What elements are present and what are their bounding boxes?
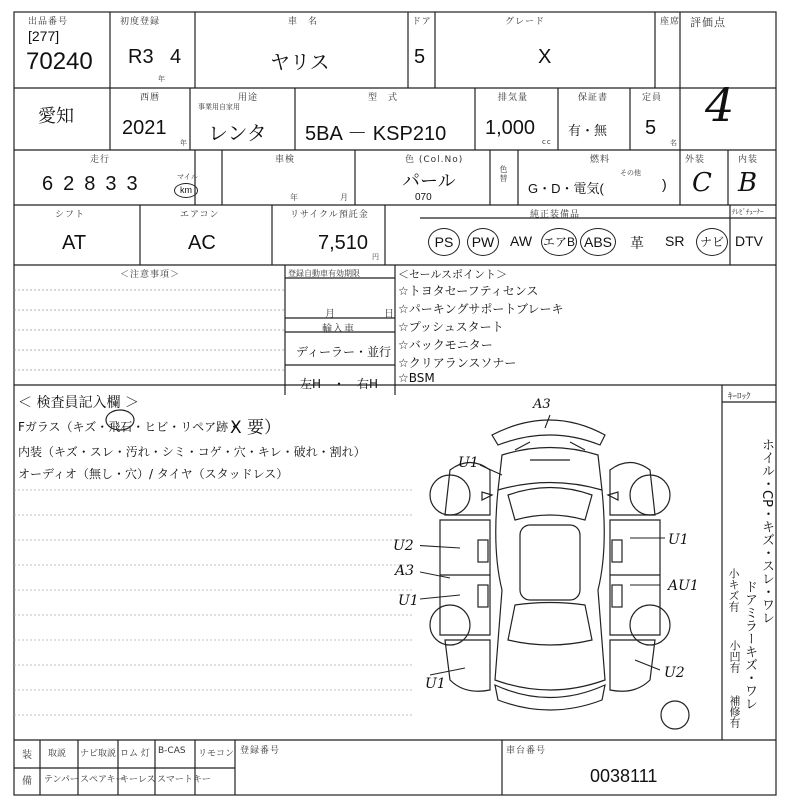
shift-label: シフト bbox=[55, 210, 86, 220]
footer-manual: 取説 bbox=[48, 749, 67, 759]
caution-lines bbox=[14, 280, 284, 380]
mile-label: マイル bbox=[177, 173, 198, 181]
import-dealer: ディーラー・並行 bbox=[296, 345, 392, 359]
equip-ps: PS bbox=[428, 228, 460, 256]
side-note-small-scratch: 小キズ有 bbox=[727, 568, 740, 612]
circle-mark-stone-chip bbox=[100, 405, 140, 435]
equip-side-label-2: 備 bbox=[22, 776, 33, 787]
side-note-repaired: 補修有 bbox=[728, 695, 741, 728]
displacement-label: 排気量 bbox=[498, 93, 529, 103]
interior-label: 内装 bbox=[738, 155, 759, 165]
recycle-unit: 円 bbox=[372, 253, 380, 261]
year-unit: 年 bbox=[180, 139, 188, 147]
equip-pw: PW bbox=[467, 228, 499, 256]
displacement: 1,000 bbox=[485, 117, 536, 139]
usage-note: 事業用自家用 bbox=[198, 103, 240, 111]
grade: X bbox=[538, 46, 552, 68]
mark-u1-front-left: U1 bbox=[458, 455, 479, 471]
mileage-label: 走行 bbox=[90, 155, 111, 165]
steering-side: 左H ・ 右H bbox=[300, 377, 379, 391]
registration-valid-month: 月 bbox=[325, 309, 336, 320]
car-name-label: 車 名 bbox=[288, 17, 319, 27]
exterior-label: 外装 bbox=[685, 155, 706, 165]
ac-label: エアコン bbox=[180, 210, 220, 220]
side-note-small-dent: 小凹有 bbox=[728, 640, 741, 673]
audio-tire-line: オーディオ（無し・穴）/ タイヤ（スタッドレス） bbox=[18, 467, 289, 481]
equip-sr: SR bbox=[665, 233, 685, 249]
car-diagram bbox=[420, 400, 690, 735]
footer-bcas: B-CAS bbox=[158, 746, 186, 756]
key-lock-label: ｷｰﾛｯｸ bbox=[728, 392, 751, 402]
color-label: 色 (Col.No) bbox=[405, 155, 464, 165]
first-registration-era: R3 bbox=[128, 46, 154, 68]
footer-keyless: キーレス bbox=[120, 775, 156, 785]
tv-label: ﾃﾚﾋﾞﾁｭｰﾅｰ bbox=[732, 208, 764, 216]
capacity-unit: 名 bbox=[670, 139, 678, 147]
equip-abs: ABS bbox=[580, 228, 616, 256]
exterior-grade: C bbox=[692, 168, 712, 198]
chassis-number-label: 車台番号 bbox=[506, 746, 547, 756]
car-name: ヤリス bbox=[270, 52, 330, 74]
side-note-mirror: ドアミラーキズ・ワレ bbox=[742, 580, 757, 710]
score-label: 評価点 bbox=[690, 16, 726, 29]
import-label: 輸入車 bbox=[322, 324, 355, 335]
doors: 5 bbox=[414, 46, 426, 68]
year: 2021 bbox=[122, 117, 167, 139]
equipment-label: 純正装備品 bbox=[530, 210, 581, 220]
footer-navi-manual: ナビ取説 bbox=[80, 749, 117, 759]
sales-point: ☆プッシュスタート bbox=[398, 320, 504, 334]
usage-label: 用途 bbox=[238, 93, 259, 103]
mark-u2-rear-right: U2 bbox=[664, 665, 685, 681]
first-registration-label: 初度登録 bbox=[120, 17, 161, 27]
color-change-label: 色替 bbox=[499, 165, 508, 183]
footer-temper: テンパー bbox=[44, 775, 79, 785]
sales-points-label: ＜セールスポイント＞ bbox=[398, 268, 508, 281]
ac: AC bbox=[188, 232, 216, 254]
sales-point: ☆BSM bbox=[398, 371, 435, 385]
sales-point: ☆トヨタセーフティセンス bbox=[398, 284, 539, 298]
inspection-label: 車検 bbox=[275, 155, 296, 165]
mark-u1-left: U1 bbox=[398, 593, 419, 609]
windshield-line: Fガラス（キズ・飛石・ヒビ・リペア跡・ bbox=[18, 420, 241, 434]
equip-leather: 革 bbox=[630, 235, 644, 251]
score: 4 bbox=[705, 78, 735, 132]
usage: レンタ bbox=[208, 123, 267, 145]
first-registration-month: 4 bbox=[170, 46, 182, 68]
lot-number-label: 出品番号 bbox=[28, 17, 69, 27]
footer-smart-key: スマートキー bbox=[157, 775, 211, 785]
equip-airbag: エアB bbox=[541, 228, 577, 256]
inspection-month: 月 bbox=[340, 193, 349, 202]
interior-grade: B bbox=[738, 168, 758, 198]
equip-dtv: DTV bbox=[735, 233, 763, 249]
fuel-label: 燃料 bbox=[590, 155, 611, 165]
capacity: 5 bbox=[645, 117, 657, 139]
inspector-lines bbox=[14, 480, 414, 730]
interior-line: 内装（キズ・スレ・汚れ・シミ・コゲ・穴・キレ・破れ・割れ） bbox=[18, 445, 366, 459]
caution-label: ＜注意事項＞ bbox=[120, 270, 181, 280]
mark-au1-right: AU1 bbox=[668, 578, 699, 594]
seat-label: 座席 bbox=[660, 17, 681, 27]
doors-label: ドア bbox=[412, 17, 432, 27]
recycle-fee: 7,510 bbox=[318, 232, 369, 254]
chassis-number: 0038111 bbox=[590, 766, 658, 786]
equip-side-label-1: 装 bbox=[22, 750, 33, 761]
fuel: G・D・電気( bbox=[528, 181, 604, 196]
grade-label: グレード bbox=[505, 17, 546, 27]
mileage: 62833 bbox=[42, 173, 148, 195]
mark-u2-left: U2 bbox=[393, 538, 414, 554]
registration-valid-day: 日 bbox=[384, 309, 395, 320]
year-label: 西暦 bbox=[140, 93, 161, 103]
equip-aw: AW bbox=[510, 233, 533, 249]
footer-spare-key: スペアキー bbox=[80, 775, 125, 785]
capacity-label: 定員 bbox=[642, 93, 663, 103]
shift: AT bbox=[62, 232, 87, 254]
side-note-wheel: ホイル・CP・キズ・スレ・ワレ bbox=[759, 438, 774, 624]
model: 5BA － KSP210 bbox=[305, 123, 447, 145]
equip-navi: ナビ bbox=[696, 228, 728, 256]
warranty: 有・無 bbox=[568, 123, 608, 138]
fuel-other: その他 bbox=[620, 169, 641, 177]
sales-point: ☆バックモニター bbox=[398, 338, 493, 352]
mark-u1-right: U1 bbox=[668, 532, 689, 548]
color-code: 070 bbox=[415, 192, 432, 203]
mark-a3-left: A3 bbox=[395, 563, 415, 579]
inspector-title: ＜ 検査員記入欄 ＞ bbox=[18, 395, 139, 411]
inspection-year: 年 bbox=[290, 193, 299, 202]
windshield-mark: X 要） bbox=[230, 418, 282, 438]
lot-bracket: [277] bbox=[28, 28, 60, 44]
recycle-label: リサイクル預託金 bbox=[290, 210, 369, 220]
lot-number: 70240 bbox=[26, 48, 93, 75]
displacement-unit: cc bbox=[542, 138, 552, 146]
warranty-label: 保証書 bbox=[578, 93, 609, 103]
area: 愛知 bbox=[38, 106, 74, 126]
first-registration-unit: 年 bbox=[158, 75, 166, 83]
footer-remote: リモコン bbox=[198, 749, 235, 759]
footer-rom: ロム 灯 bbox=[120, 749, 150, 759]
registration-number-label: 登録番号 bbox=[240, 746, 281, 756]
registration-valid-label: 登録自動車有効期限 bbox=[288, 269, 360, 278]
fuel-close: ) bbox=[662, 176, 667, 192]
km-circle: km bbox=[174, 183, 198, 198]
sales-point: ☆パーキングサポートブレーキ bbox=[398, 302, 564, 316]
mark-a3-front: A3 bbox=[533, 397, 551, 412]
sales-point: ☆クリアランスソナー bbox=[398, 356, 517, 370]
mark-u1-rear-left: U1 bbox=[425, 676, 446, 692]
color: パール bbox=[402, 171, 456, 191]
model-label: 型 式 bbox=[368, 93, 399, 103]
